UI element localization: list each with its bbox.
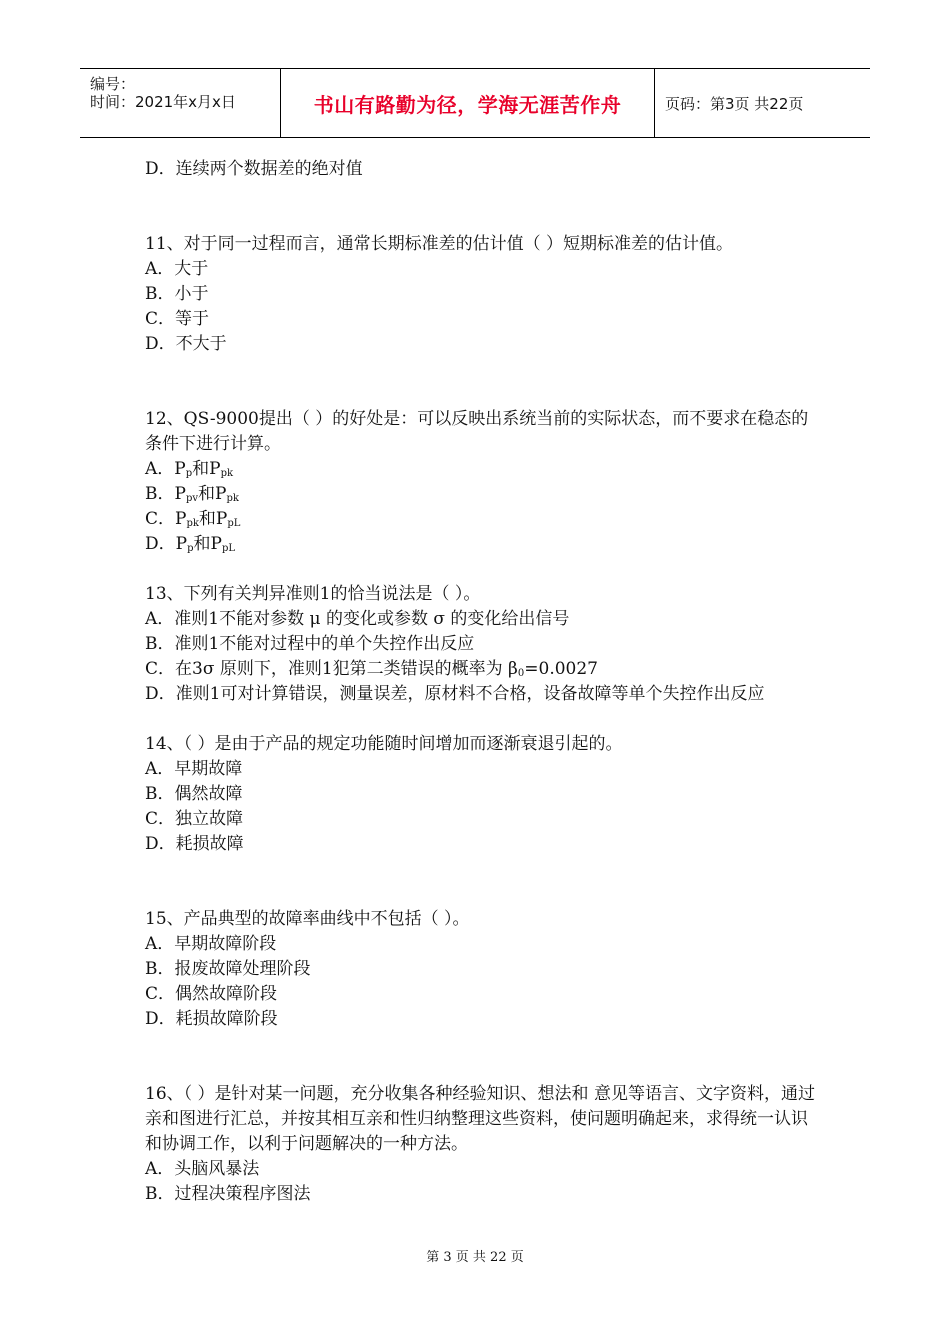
header-motto-cell bbox=[281, 69, 655, 137]
question-15 bbox=[145, 907, 815, 1032]
option: B．报废故障处理阶段 bbox=[145, 959, 311, 979]
header-page-cell bbox=[655, 69, 870, 137]
option: B．小于 bbox=[145, 284, 209, 304]
question-12 bbox=[145, 407, 815, 557]
option: D．$P_p$和$P_{pL}$ bbox=[145, 534, 235, 554]
question-stem: 15、产品典型的故障率曲线中不包括（ ）。 bbox=[145, 909, 470, 929]
question-14 bbox=[145, 732, 815, 857]
page-info: 页码：第3页 共22页 bbox=[665, 94, 804, 113]
option: D．准则1可对计算错误，测量误差，原材料不合格，设备故障等单个失控作出反应 bbox=[145, 684, 765, 704]
option: C．等于 bbox=[145, 309, 210, 329]
question-stem: 12、QS-9000提出（ ）的好处是：可以反映出系统当前的实际状态，而不要求在稳态的条件下进行计算。 bbox=[145, 409, 809, 454]
page-footer: 第 3 页 共 22 页 bbox=[426, 1250, 524, 1265]
option: D．耗损故障 bbox=[145, 834, 244, 854]
question-16 bbox=[145, 1082, 815, 1207]
option: A．早期故障 bbox=[145, 759, 243, 779]
option: C．$P_{pk}$和$P_{pL}$ bbox=[145, 509, 241, 529]
document-body bbox=[145, 157, 815, 1207]
option: C．独立故障 bbox=[145, 809, 244, 829]
option: A．早期故障阶段 bbox=[145, 934, 277, 954]
option: B．偶然故障 bbox=[145, 784, 243, 804]
option: A．$P_p$和$P_{pk}$ bbox=[145, 459, 234, 479]
motto: 书山有路勤为径，学海无涯苦作舟 bbox=[313, 92, 622, 117]
question-11 bbox=[145, 232, 815, 357]
question-stem: 11、对于同一过程而言，通常长期标准差的估计值（ ）短期标准差的估计值。 bbox=[145, 234, 734, 254]
question-stem: 14、（ ）是由于产品的规定功能随时间增加而逐渐衰退引起的。 bbox=[145, 734, 623, 754]
number-label: 编号： bbox=[90, 75, 136, 93]
question-13 bbox=[145, 582, 815, 707]
option: D．不大于 bbox=[145, 334, 227, 354]
option: A．头脑风暴法 bbox=[145, 1159, 260, 1179]
time-label: 时间：2021年x月x日 bbox=[90, 93, 236, 111]
question-stem: 13、下列有关判异准则1的恰当说法是（ ）。 bbox=[145, 584, 481, 604]
option: C．偶然故障阶段 bbox=[145, 984, 278, 1004]
prev-option: D．连续两个数据差的绝对值 bbox=[145, 159, 363, 179]
option: A．准则1不能对参数 μ 的变化或参数 σ 的变化给出信号 bbox=[145, 609, 570, 629]
question-stem: 16、（ ）是针对某一问题，充分收集各种经验知识、想法和 意见等语言、文字资料，通过亲和图进行汇总，并按其相互亲和性归纳整理这些资料，使问题明确起来，求得统一认识和协调工作，以利于问题解决的一种方法。 bbox=[145, 1084, 815, 1154]
option: C．在3σ 原则下，准则1犯第二类错误的概率为 $\beta_0=0.0027$ bbox=[145, 659, 598, 679]
option: B．过程决策程序图法 bbox=[145, 1184, 311, 1204]
page-header bbox=[80, 68, 870, 138]
option: A．大于 bbox=[145, 259, 209, 279]
option: B．$P_{pv}$和$P_{pk}$ bbox=[145, 484, 239, 504]
option: B．准则1不能对过程中的单个失控作出反应 bbox=[145, 634, 475, 654]
option: D．耗损故障阶段 bbox=[145, 1009, 278, 1029]
header-meta-cell bbox=[80, 69, 281, 137]
